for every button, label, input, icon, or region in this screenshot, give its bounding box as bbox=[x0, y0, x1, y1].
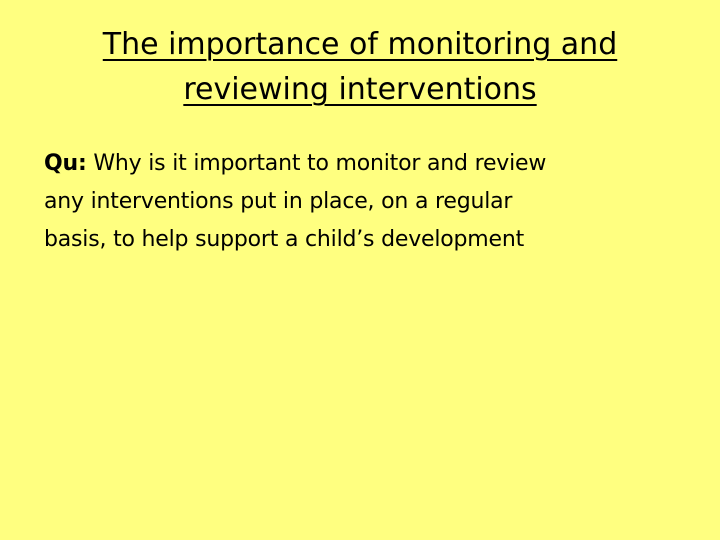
question-line-3: basis, to help support a child’s development bbox=[44, 227, 525, 252]
question-text bbox=[44, 145, 704, 259]
slide-title-line-2: reviewing interventions bbox=[183, 72, 537, 107]
slide-title-line-1: The importance of monitoring and bbox=[102, 27, 618, 62]
question-label: Qu: bbox=[44, 151, 87, 176]
question-line-1 bbox=[44, 145, 704, 183]
slide-title bbox=[36, 22, 684, 112]
question-line-2: any interventions put in place, on a regular bbox=[44, 189, 513, 214]
question-line-1-text: Why is it important to monitor and review bbox=[86, 151, 547, 176]
